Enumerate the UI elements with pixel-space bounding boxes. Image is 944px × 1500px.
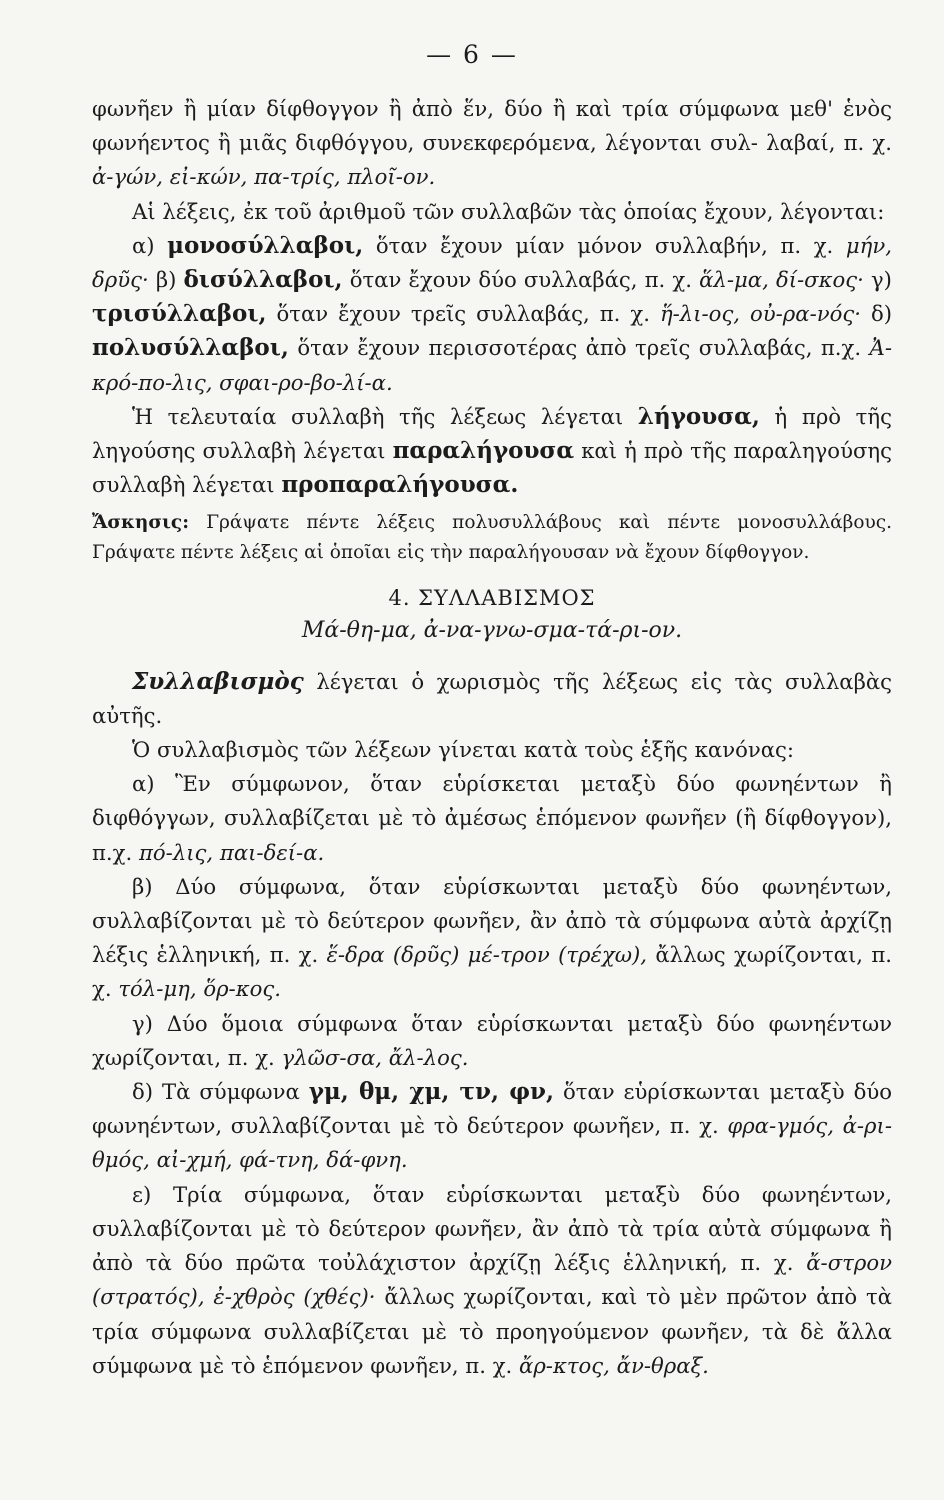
example-words: ἅλ-μα, δί-σκος·	[699, 267, 864, 293]
example-words: ἄρ-κτος, ἄν-θραξ.	[519, 1352, 709, 1378]
term-trisyllabic: τρισύλλαβοι,	[92, 300, 267, 328]
text: φωνῆεν ἢ μίαν δίφθογγον ἢ ἀπὸ ἕν, δύο ἢ καὶ τρία σύμφωνα	[92, 96, 780, 121]
example-words: πό-λις, παι-δεί-α.	[138, 839, 325, 865]
text: β) Δύο σύμφωνα, ὅταν εὑρίσκωνται μεταξὺ δύο φωνηέντων, συλλαβίζονται μὲ τὸ δεύτερον φωνῆεν, ἂν ἀπὸ τὰ σύμφωνα αὐτὰ ἀρχίζῃ λέξις ἑλληνική, π. χ.	[92, 873, 892, 968]
rule-c	[92, 1007, 892, 1075]
example-words: γλῶσ-σα, ἄλ-λος.	[281, 1044, 469, 1070]
paragraph-syllable-names	[92, 400, 892, 503]
text: ἡ πρὸ τῆς ληγούσης συλλαβὴ λέγεται	[92, 403, 892, 464]
paragraph-syllable-definition	[92, 92, 892, 195]
text: ὅταν ἔχουν μίαν μόνον συλλαβήν, π. χ.	[375, 232, 834, 258]
exercise	[92, 508, 892, 568]
label: δ)	[870, 301, 892, 327]
section-heading: 4. ΣΥΛΛΑΒΙΣΜΟΣ	[388, 586, 596, 611]
page-body	[92, 92, 892, 1383]
text: ὅταν ἔχουν τρεῖς συλλαβάς, π. χ.	[276, 301, 650, 327]
example-words: Ἀ-κρό-πο-λις, σφαι-ρο-βο-λί-α.	[92, 335, 892, 395]
paragraph-word-classes-intro: Αἱ λέξεις, ἐκ τοῦ ἀριθμοῦ τῶν συλλαβῶν τὰς ὁποίας ἔχουν, λέγονται:	[132, 198, 885, 224]
rule-a	[92, 767, 892, 870]
term-polysyllabic: πολυσύλλαβοι,	[92, 334, 289, 362]
text: μεθ' ἑνὸς φωνήεντος ἢ μιᾶς διφθόγγου, συνεκφερόμενα, λέγονται συλ-	[92, 96, 892, 156]
label: β)	[155, 267, 177, 293]
text: Ἡ τελευταία συλλαβὴ τῆς λέξεως λέγεται	[132, 403, 624, 429]
label: γ)	[871, 267, 892, 293]
rule-b	[92, 870, 892, 1007]
text: λέγεται ὁ χωρισμὸς τῆς λέξεως εἰς τὰς συλλαβὰς αὐτῆς.	[92, 668, 892, 728]
example-words: τόλ-μη, ὅρ-κος.	[118, 976, 281, 1002]
exercise-label: Ἄσκησις:	[92, 512, 190, 534]
label: α)	[132, 232, 155, 258]
section-example: Μά-θη-μα, ἀ-να-γνω-σμα-τά-ρι-ον.	[301, 618, 683, 644]
term-syllabification: Συλλαβισμὸς	[132, 667, 304, 695]
example-words: ἥ-λι-ος, οὐ-ρα-νός·	[659, 301, 861, 327]
text: ε) Τρία σύμφωνα, ὅταν εὑρίσκωνται μεταξὺ δύο φωνηέντων, συλλαβίζονται μὲ τὸ δεύτερον φωνῆεν, ἂν ἀπὸ τὰ τρία αὐτὰ σύμφωνα ἢ ἀπὸ τὰ δύο πρῶτα τοὐλάχιστον ἀρχίζῃ λέξις ἑλληνική, π. χ.	[92, 1181, 892, 1276]
term-penult: παραλήγουσα	[392, 437, 575, 465]
example-words: ἕ-δρα (δρῦς) μέ-τρον (τρέχω),	[326, 942, 648, 968]
paragraph-rules-intro: Ὁ συλλαβισμὸς τῶν λέξεων γίνεται κατὰ τοὺς ἑξῆς κανόνας:	[132, 737, 795, 763]
example-words: φρα-γμός, ἀ-ρι-θμός, αἰ-χμή, φά-τνη, δά-φνη.	[92, 1113, 892, 1173]
paragraph-syllabification-definition	[92, 665, 892, 733]
example-words: μήν, δρῦς·	[92, 232, 892, 293]
example-words: ἀ-γών, εἰ-κών, πα-τρίς, πλοῖ-ον.	[92, 164, 436, 190]
text: ὅταν ἔχουν δύο συλλαβάς, π. χ.	[349, 267, 692, 293]
text: γ) Δύο ὅμοια σύμφωνα ὅταν εὑρίσκωνται μεταξὺ δύο φωνηέντων χωρίζονται, π. χ.	[92, 1010, 892, 1070]
text: καὶ ἡ πρὸ τῆς παραληγούσης συλλαβὴ λέγεται	[92, 438, 892, 498]
text: ἄλλως χωρίζονται, καὶ τὸ μὲν πρῶτον ἀπὸ τὰ τρία σύμφωνα συλλαβίζεται μὲ τὸ προηγούμενον φωνῆεν, τὰ δὲ ἄλλα σύμφωνα μὲ τὸ ἑπόμενον φωνῆεν, π. χ.	[92, 1284, 892, 1378]
term-monosyllabic: μονοσύλλαβοι,	[167, 231, 364, 259]
text: α) Ἓν σύμφωνον, ὅταν εὑρίσκεται μεταξὺ δύο φωνηέντων ἢ διφθόγγων, συλλαβίζεται μὲ τὸ ἀμέσως ἑπόμενον φωνῆεν (ἢ δίφθογγον), π.χ.	[92, 771, 892, 865]
example-words: ἄ-στρον (στρατός), ἐ-χθρὸς (χθές)·	[92, 1250, 892, 1310]
rule-e	[92, 1178, 892, 1383]
paragraph-word-classes	[92, 229, 892, 400]
term-antepenult: προπαραλήγουσα.	[281, 471, 519, 499]
text: ὅταν εὑρίσκωνται μεταξὺ δύο φωνηέντων, συλλαβίζονται μὲ τὸ δεύτερον φωνῆεν, π. χ.	[92, 1079, 892, 1139]
text: δ) Τὰ σύμφωνα	[132, 1079, 300, 1105]
text: λαβαί, π. χ.	[766, 130, 892, 156]
text: ἄλλως χωρίζονται, π. χ.	[92, 942, 892, 1002]
rule-d	[92, 1075, 892, 1178]
page-number: — 6 —	[426, 40, 518, 69]
exercise-text: Γράψατε πέντε λέξεις πολυσυλλάβους καὶ πέντε μονοσυλλάβους. Γράψατε πέντε λέξεις αἱ ὁποῖαι εἰς τὴν παραλήγουσαν νὰ ἔχουν δίφθογγον.	[92, 512, 892, 564]
term-ultima: λήγουσα,	[637, 402, 760, 430]
term-disyllabic: δισύλλαβοι,	[183, 266, 343, 294]
consonant-clusters: γμ, θμ, χμ, τν, φν,	[308, 1078, 554, 1106]
text: ὅταν ἔχουν περισσοτέρας ἀπὸ τρεῖς συλλαβάς, π.χ.	[297, 335, 862, 361]
